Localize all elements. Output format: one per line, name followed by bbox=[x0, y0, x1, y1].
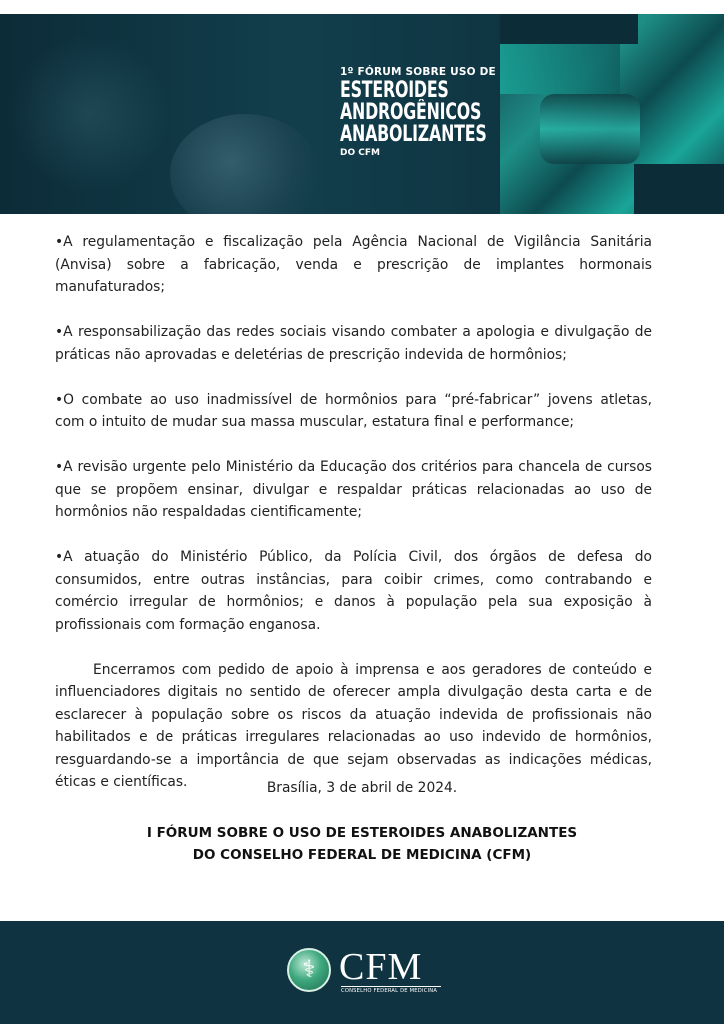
event-title-line4: ANABOLIZANTES bbox=[340, 122, 487, 147]
event-title-line1: 1º FÓRUM SOBRE USO DE bbox=[340, 66, 496, 78]
banner-tile bbox=[500, 14, 638, 44]
list-item: •A responsabilização das redes sociais visando combater a apologia e divulgação de práticas não aprovadas e deletérias de prescrição indevida de hormônios; bbox=[55, 324, 652, 363]
signature-block bbox=[0, 822, 724, 866]
event-title-line3: ANDROGÊNICOS bbox=[340, 100, 482, 125]
list-item: •A atuação do Ministério Público, da Polícia Civil, dos órgãos de defesa do consumidos, entre outras instâncias, para coibir crimes, como contrabando e comércio irregular de hormônios; e danos à população pela sua exposição à profissionais com formação enganosa. bbox=[55, 549, 652, 633]
list-item: •A revisão urgente pelo Ministério da Educação dos critérios para chancela de cursos que se propõem ensinar, divulgar e respaldar práticas relacionadas ao uso de hormônios não respaldadas cientificamente; bbox=[55, 459, 652, 520]
event-title bbox=[340, 66, 500, 159]
logo-wordmark: CFM bbox=[339, 946, 423, 988]
signature-line2: DO CONSELHO FEDERAL DE MEDICINA (CFM) bbox=[192, 847, 532, 863]
list-item: •A regulamentação e fiscalização pela Agência Nacional de Vigilância Sanitária (Anvisa) sobre a fabricação, venda e prescrição de implantes hormonais manufaturados; bbox=[55, 234, 652, 295]
list-item: •O combate ao uso inadmissível de hormônios para “pré-fabricar” jovens atletas, com o intuito de mudar sua massa muscular, estatura final e performance; bbox=[55, 391, 652, 430]
letter-body bbox=[55, 231, 652, 794]
header-banner bbox=[0, 14, 724, 214]
footer bbox=[0, 921, 724, 1024]
event-title-line5: DO CFM bbox=[340, 148, 380, 158]
dumbbell-image bbox=[540, 94, 640, 164]
event-title-line2: ESTEROIDES bbox=[340, 78, 449, 103]
signature-line1: I FÓRUM SOBRE O USO DE ESTEROIDES ANABOLIZANTES bbox=[146, 825, 578, 841]
logo-subtitle: CONSELHO FEDERAL DE MEDICINA bbox=[341, 986, 441, 994]
banner-tile bbox=[634, 164, 724, 214]
cfm-logo bbox=[287, 946, 437, 996]
banner-decoration bbox=[170, 114, 320, 214]
letter-date: Brasília, 3 de abril de 2024. bbox=[266, 780, 458, 796]
banner-decoration bbox=[10, 34, 170, 194]
banner-tile bbox=[500, 44, 620, 94]
caduceus-icon bbox=[287, 948, 331, 992]
closing-paragraph: Encerramos com pedido de apoio à imprensa e aos geradores de conteúdo e influenciadores digitais no sentido de oferecer ampla divulgação desta carta e de esclarecer à população sobre os riscos da atuação indevida de profissionais não habilitados e de práticas irregulares relacionadas ao uso indevido de hormônios, resguardando-se a importância de que sejam observadas as indicações médicas, éticas e científicas. bbox=[55, 661, 652, 790]
banner-photo bbox=[500, 14, 724, 214]
